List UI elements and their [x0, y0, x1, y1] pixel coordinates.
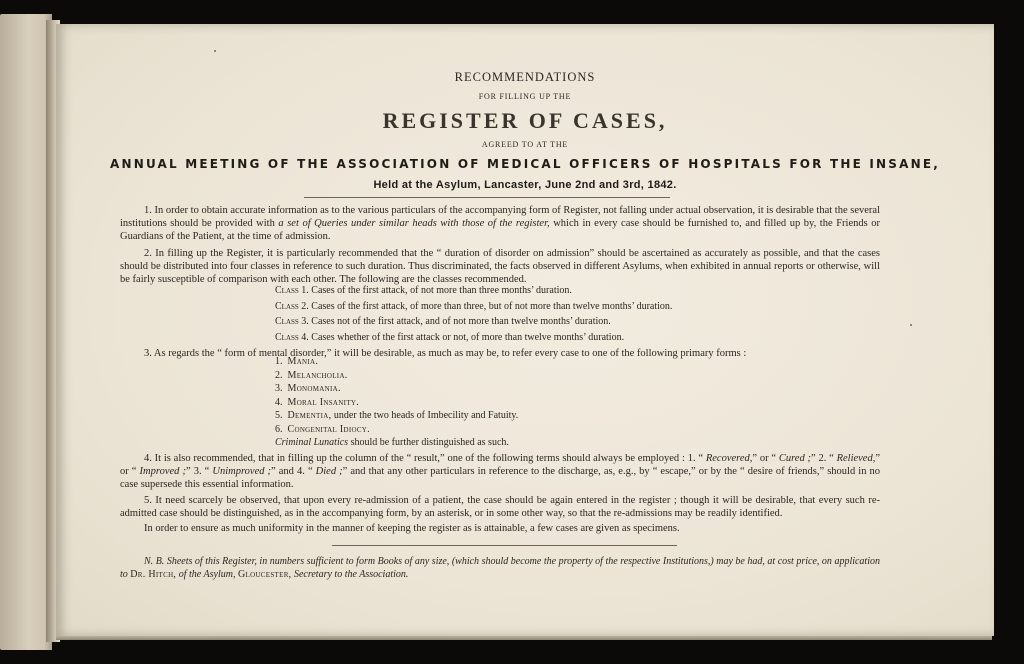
- nota-bene-doctor: Dr. Hitch,: [130, 569, 177, 580]
- list-item: [275, 299, 835, 315]
- paragraph-2: [120, 247, 880, 287]
- class-text: Cases of the first attack, of not more than three months’ duration.: [311, 285, 572, 296]
- criminal-lunatics-note: [275, 436, 835, 450]
- nota-bene-text: of the Asylum,: [176, 569, 238, 580]
- paragraph-6: [120, 522, 880, 535]
- term-cured: Cured ;: [778, 453, 811, 464]
- paragraph-4: [120, 452, 880, 492]
- class-list: [275, 283, 835, 345]
- list-item: [275, 355, 835, 369]
- paragraph-2-text: 2. In filling up the Register, it is particularly recommended that the “ duration of disorder on admission” should be ascertained as accurately as possible, and that the cases should be distributed into four classes in reference to such duration. Thus discriminated, the facts observed in different Asylums, when exhibited in annual reports or otherwise, will be fairly susceptible of comparison with each other. The following are the classes recommended.: [120, 248, 880, 286]
- heading-annual-meeting: ANNUAL MEETING OF THE ASSOCIATION OF MEDICAL OFFICERS OF HOSPITALS FOR THE INSANE,: [110, 157, 940, 171]
- list-item: [275, 369, 835, 383]
- form-name: Monomania.: [287, 383, 341, 394]
- heading-for-filling: FOR FILLING UP THE: [478, 92, 572, 101]
- form-number: 3.: [275, 383, 283, 394]
- class-label: Class 2.: [275, 300, 309, 312]
- paragraph-4-text: ” or “: [752, 453, 779, 464]
- form-number: 1.: [275, 356, 283, 367]
- paragraph-6-text: In order to ensure as much uniformity in the manner of keeping the register as is attainable, a few cases are given as specimens.: [144, 523, 680, 534]
- form-number: 2.: [275, 369, 283, 381]
- form-number: 4.: [275, 396, 283, 408]
- heading-held-at: Held at the Asylum, Lancaster, June 2nd and 3rd, 1842.: [373, 179, 677, 191]
- term-relieved: Relieved,: [836, 453, 876, 464]
- nota-bene-text: N. B. Sheets of this Register, in numbers sufficient to form Books of any size, (which should become the property of the respective Institutions,) may be had, at cost price, on application to: [120, 556, 880, 580]
- criminal-lunatics-text: should be further distinguished as such.: [348, 437, 509, 448]
- list-item: [275, 396, 835, 410]
- list-item: [275, 330, 835, 346]
- list-item: [275, 409, 835, 423]
- term-unimproved: Unimproved ;: [212, 466, 272, 478]
- forms-list: [275, 355, 835, 450]
- page-speck: [910, 324, 912, 326]
- paragraph-4-text: ” or “: [120, 453, 881, 478]
- class-text: Cases of the first attack, of more than three, but of not more than twelve months’ duration.: [311, 300, 673, 312]
- paragraph-3-text: 3. As regards the “ form of mental disorder,” it will be desirable, as much as may be, to refer every case to one of the following primary forms :: [144, 348, 747, 359]
- nota-bene-text: Secretary to the Association.: [291, 569, 409, 580]
- paragraph-1-emphasis: a set of Queries under similar heads with those of the register,: [278, 218, 550, 230]
- divider-rule: [304, 197, 670, 198]
- paragraph-4-text: ” and that any other particulars in reference to the discharge, as, e.g., by “ escape,” or by the “ desire of friends,” should in no case supersede this essential information.: [120, 466, 881, 491]
- term-recovered: Recovered,: [705, 453, 753, 464]
- page-speck: [214, 50, 216, 52]
- class-text: Cases not of the first attack, and of not more than twelve months’ duration.: [311, 316, 611, 327]
- nota-bene-note: [120, 555, 880, 581]
- paragraph-1: [120, 204, 880, 244]
- paragraph-4-text: ” 2. “: [810, 453, 837, 464]
- nota-bene-city: Gloucester,: [238, 569, 292, 580]
- list-item: [275, 314, 835, 330]
- class-label: Class 1.: [275, 285, 309, 296]
- criminal-lunatics-label: Criminal Lunatics: [275, 437, 349, 448]
- term-died: Died ;: [315, 466, 343, 478]
- left-page-edge: [0, 14, 52, 650]
- list-item: [275, 283, 835, 299]
- divider-rule: [332, 545, 677, 546]
- paragraph-4-text: 4. It is also recommended, that in filling up the column of the “ result,” one of the following terms should always be employed : 1. “: [144, 453, 706, 464]
- form-name: Melancholia.: [287, 369, 348, 381]
- paragraph-1-text-b: which in every case should be furnished to, and filled up by, the Friends or Guardians of the Patient, at the time of admission.: [120, 218, 880, 243]
- paragraph-5-text: 5. It need scarcely be observed, that upon every re-admission of a patient, the case should be again entered in the register ; though it will be desirable, that every such re-admitted case should be distinguished, as in the accompanying form, by an asterisk, or in some other way, so that the re-admissions may be readily identified.: [120, 495, 880, 520]
- paragraph-4-text: ” 3. “: [185, 466, 213, 478]
- form-number: 6.: [275, 423, 283, 435]
- list-item: [275, 382, 835, 396]
- class-label: Class 4.: [275, 331, 309, 343]
- form-rest: under the two heads of Imbecility and Fatuity.: [331, 410, 519, 421]
- heading-recommendations: RECOMMENDATIONS: [454, 70, 596, 84]
- document-page: [56, 24, 994, 636]
- term-improved: Improved ;: [139, 466, 186, 478]
- form-name: Moral Insanity.: [287, 396, 359, 408]
- page-title: REGISTER OF CASES,: [382, 108, 668, 133]
- heading-agreed: AGREED TO AT THE: [481, 140, 569, 149]
- form-name: Mania.: [287, 356, 319, 367]
- form-name: Dementia,: [287, 410, 332, 421]
- form-number: 5.: [275, 410, 283, 421]
- paragraph-1-text-a: 1. In order to obtain accurate information as to the various particulars of the accompanying form of Register, not falling under actual observation, it is desirable that the several institutions should be provided with: [120, 205, 880, 230]
- list-item: [275, 423, 835, 437]
- form-name: Congenital Idiocy.: [287, 423, 370, 435]
- paragraph-5: [120, 494, 880, 520]
- class-text: Cases whether of the first attack or not, of more than twelve months’ duration.: [311, 331, 625, 343]
- paragraph-4-text: ” and 4. “: [271, 466, 316, 478]
- class-label: Class 3.: [275, 316, 309, 327]
